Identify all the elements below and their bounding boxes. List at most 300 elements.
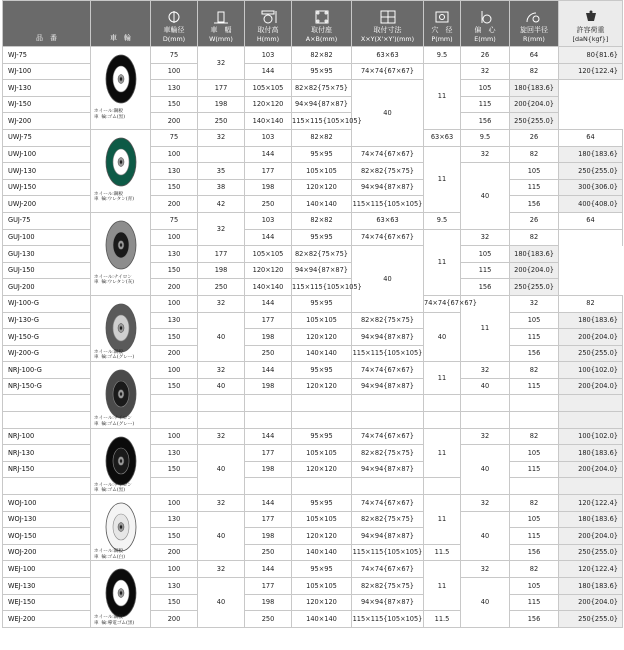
mounting-dimension-icon <box>378 10 398 24</box>
spec-w: 40 <box>198 445 245 495</box>
model-number: WOJ-100 <box>3 495 91 512</box>
spec-d <box>151 412 198 429</box>
spec-r: 156 <box>510 544 559 561</box>
model-number: NRJ-150 <box>3 461 91 478</box>
wheel-image-cell <box>91 362 151 428</box>
spec-d: 150 <box>151 96 198 113</box>
table-row <box>3 212 623 229</box>
header-cell <box>424 1 461 47</box>
model-number: UWJ-150 <box>3 179 91 196</box>
spec-load: 180{183.6} <box>559 578 623 595</box>
spec-h: 250 <box>198 113 245 130</box>
wheel-image-cell <box>91 428 151 494</box>
spec-e: 40 <box>461 511 510 561</box>
spec-d: 100 <box>151 428 198 445</box>
header-unit: W(mm) <box>209 34 233 43</box>
spec-load: 250{255.0} <box>559 611 623 628</box>
spec-r: 115 <box>510 329 559 346</box>
caster-wheel-icon <box>98 431 144 491</box>
spec-ab: 120×120 <box>292 329 352 346</box>
header-unit: X×Y(X'×Y')(mm) <box>360 34 415 43</box>
wheel-diameter-icon <box>164 10 184 24</box>
wheel-material-note: ホイール:鋼板 車 輪:ゴム(白) <box>94 549 126 560</box>
spec-load <box>559 478 623 495</box>
spec-ab: 105×105 <box>292 578 352 595</box>
spec-ab: 82×82 <box>292 47 352 64</box>
spec-w: 32 <box>198 129 245 146</box>
header-cell <box>510 1 559 47</box>
spec-ab: 105×105 <box>292 163 352 180</box>
header-cell <box>292 1 352 47</box>
spec-e: 40 <box>461 378 510 395</box>
spec-load <box>559 395 623 412</box>
header-label: 偏 心 <box>474 25 496 34</box>
spec-ab: 82×82 <box>292 129 352 146</box>
spec-ab: 120×120 <box>292 528 352 545</box>
wheel-material-note: ホイール:鋼板 車 輪:ゴム(黒) <box>94 109 126 120</box>
spec-load: 250{255.0} <box>510 279 559 296</box>
spec-e: 40 <box>461 163 510 229</box>
spec-d: 130 <box>151 246 198 263</box>
header-cell <box>352 1 424 47</box>
spec-load: 250{255.0} <box>510 113 559 130</box>
spec-r: 115 <box>510 378 559 395</box>
model-number <box>3 412 91 429</box>
spec-ab: 95×95 <box>292 229 352 246</box>
spec-h: 198 <box>245 528 292 545</box>
spec-load: 100{102.0} <box>559 362 623 379</box>
table-row <box>3 495 623 512</box>
header-label: 取付座 <box>311 25 332 34</box>
spec-ab <box>292 412 352 429</box>
spec-h: 144 <box>245 63 292 80</box>
header-label: 品 番 <box>36 34 57 42</box>
spec-load: 200{204.0} <box>559 378 623 395</box>
spec-d: 200 <box>151 279 198 296</box>
spec-r: 105 <box>510 312 559 329</box>
spec-h: 250 <box>245 611 292 628</box>
model-number: WJ-75 <box>3 47 91 64</box>
spec-r: 115 <box>461 262 510 279</box>
spec-xy: 82×82{75×75} <box>352 578 424 595</box>
spec-p: 11 <box>424 362 461 395</box>
spec-h: 144 <box>245 362 292 379</box>
spec-r: 156 <box>510 196 559 213</box>
spec-w: 32 <box>198 295 245 312</box>
model-number: UWJ-100 <box>3 146 91 163</box>
table-row <box>3 362 623 379</box>
model-number: NRJ-100 <box>3 428 91 445</box>
spec-d: 150 <box>151 262 198 279</box>
spec-e: 40 <box>461 578 510 628</box>
table-row <box>3 47 623 64</box>
spec-ab: 95×95 <box>292 428 352 445</box>
spec-w: 40 <box>198 312 245 362</box>
spec-e: 32 <box>461 561 510 578</box>
spec-ab: 105×105 <box>292 511 352 528</box>
spec-r: 82 <box>559 295 623 312</box>
wheel-width-icon <box>211 10 231 24</box>
spec-d: 130 <box>151 445 198 462</box>
header-unit: H(mm) <box>256 34 280 43</box>
spec-p: 11 <box>461 295 510 361</box>
model-number: UWJ-200 <box>3 196 91 213</box>
spec-r: 82 <box>510 561 559 578</box>
spec-xy <box>352 395 424 412</box>
wheel-image-cell <box>91 212 151 295</box>
header-label: 許容荷重 <box>576 25 605 34</box>
spec-h: 144 <box>245 561 292 578</box>
spec-r <box>510 478 559 495</box>
spec-h: 103 <box>245 129 292 146</box>
spec-load: 180{183.6} <box>559 445 623 462</box>
header-cell <box>198 1 245 47</box>
spec-h <box>245 395 292 412</box>
spec-xy: 74×74{67×67} <box>424 295 461 312</box>
spec-load: 200{204.0} <box>510 96 559 113</box>
spec-d <box>151 395 198 412</box>
spec-xy: 63×63 <box>352 212 424 229</box>
spec-xy: 74×74{67×67} <box>352 495 424 512</box>
table-row <box>3 129 623 146</box>
spec-p <box>424 395 461 412</box>
header-unit: [daN{kgf}] <box>572 34 609 43</box>
spec-xy: 74×74{67×67} <box>352 561 424 578</box>
spec-xy: 82×82{75×75} <box>352 312 424 329</box>
spec-w: 38 <box>198 179 245 196</box>
header-cell <box>91 1 151 47</box>
spec-r: 156 <box>510 345 559 362</box>
spec-e: 32 <box>461 146 510 163</box>
spec-h: 144 <box>245 295 292 312</box>
spec-xy: 82×82{75×75} <box>352 163 424 180</box>
model-number: WJ-130-G <box>3 312 91 329</box>
wheel-material-note: ホイール:ナイロン 車 輪:ゴム(グレー) <box>94 416 135 427</box>
spec-d: 100 <box>151 295 198 312</box>
spec-load: 250{255.0} <box>559 345 623 362</box>
spec-load: 200{204.0} <box>559 461 623 478</box>
model-number: WOJ-150 <box>3 528 91 545</box>
spec-r: 105 <box>510 163 559 180</box>
spec-load: 200{204.0} <box>559 528 623 545</box>
spec-d: 130 <box>151 80 198 97</box>
spec-d: 75 <box>151 212 198 229</box>
spec-load: 180{183.6} <box>510 246 559 263</box>
spec-w: 32 <box>198 47 245 80</box>
spec-xy: 94×94{87×87} <box>352 329 424 346</box>
spec-xy: 74×74{67×67} <box>352 428 424 445</box>
spec-w <box>198 412 245 429</box>
spec-ab: 140×140 <box>245 279 292 296</box>
spec-h: 177 <box>198 246 245 263</box>
spec-ab: 105×105 <box>292 312 352 329</box>
swivel-radius-icon <box>524 10 544 24</box>
spec-ab: 95×95 <box>292 561 352 578</box>
spec-w: 32 <box>198 362 245 379</box>
spec-r: 115 <box>510 461 559 478</box>
model-number: GUJ-100 <box>3 229 91 246</box>
spec-e: 26 <box>510 129 559 146</box>
spec-ab: 140×140 <box>245 113 292 130</box>
spec-h: 250 <box>245 544 292 561</box>
spec-d: 150 <box>151 378 198 395</box>
spec-p: 9.5 <box>424 212 461 229</box>
spec-xy: 115×115{105×105} <box>292 113 352 130</box>
spec-load: 120{122.4} <box>559 561 623 578</box>
spec-r: 105 <box>461 246 510 263</box>
header-label: 車 幅 <box>210 25 232 34</box>
spec-h: 177 <box>245 163 292 180</box>
spec-e: 32 <box>461 229 510 246</box>
table-row <box>3 561 623 578</box>
spec-xy: 74×74{67×67} <box>352 362 424 379</box>
spec-w: 40 <box>198 378 245 395</box>
spec-load: 180{183.6} <box>510 80 559 97</box>
wheel-image-cell <box>91 495 151 561</box>
spec-r: 115 <box>510 528 559 545</box>
spec-d <box>151 478 198 495</box>
spec-xy: 82×82{75×75} <box>352 445 424 462</box>
header-label: 取付高 <box>257 25 279 34</box>
spec-w <box>198 146 245 163</box>
spec-xy: 115×115{105×105} <box>352 544 424 561</box>
spec-ab: 120×120 <box>245 96 292 113</box>
spec-ab: 120×120 <box>292 179 352 196</box>
spec-h: 177 <box>245 511 292 528</box>
spec-h: 250 <box>245 345 292 362</box>
spec-r: 105 <box>510 511 559 528</box>
table-row <box>3 295 623 312</box>
spec-load: 200{204.0} <box>559 329 623 346</box>
spec-d: 150 <box>151 179 198 196</box>
spec-load: 200{204.0} <box>510 262 559 279</box>
spec-r: 115 <box>510 179 559 196</box>
spec-r: 156 <box>461 279 510 296</box>
spec-h: 177 <box>245 312 292 329</box>
spec-xy: 115×115{105×105} <box>352 345 424 362</box>
spec-w: 40 <box>198 578 245 628</box>
spec-load: 250{255.0} <box>559 163 623 180</box>
model-number: WOJ-200 <box>3 544 91 561</box>
spec-ab <box>292 478 352 495</box>
spec-h: 177 <box>198 80 245 97</box>
spec-r <box>510 395 559 412</box>
spec-h: 144 <box>245 495 292 512</box>
spec-d: 100 <box>151 229 198 246</box>
spec-ab <box>292 395 352 412</box>
spec-xy: 74×74{67×67} <box>352 229 424 246</box>
model-number: UWJ-130 <box>3 163 91 180</box>
wheel-image-cell <box>91 129 151 212</box>
model-number: WOJ-130 <box>3 511 91 528</box>
model-number: WJ-200-G <box>3 345 91 362</box>
spec-p: 11 <box>424 146 461 212</box>
spec-h: 144 <box>245 146 292 163</box>
spec-xy: 74×74{67×67} <box>352 63 424 80</box>
spec-xy: 74×74{67×67} <box>352 146 424 163</box>
wheel-image-cell <box>91 47 151 130</box>
header-unit: E(mm) <box>474 34 496 43</box>
spec-w: 42 <box>198 196 245 213</box>
spec-d: 100 <box>151 63 198 80</box>
spec-load: 100{102.0} <box>559 428 623 445</box>
spec-e: 32 <box>510 295 559 312</box>
spec-h: 198 <box>245 461 292 478</box>
spec-p: 11.5 <box>424 544 461 561</box>
wheel-material-note: ホイール:鋼板 車 輪:導電ゴム(黒) <box>94 615 135 626</box>
spec-p <box>424 478 461 495</box>
spec-load: 200{204.0} <box>559 594 623 611</box>
caster-wheel-icon <box>98 298 144 358</box>
spec-xy: 82×82{75×75} <box>292 80 352 97</box>
spec-h: 198 <box>245 378 292 395</box>
spec-p: 11 <box>424 561 461 611</box>
spec-r: 82 <box>510 229 559 246</box>
table-header-row <box>3 1 623 47</box>
spec-e: 40 <box>461 445 510 495</box>
spec-xy: 94×94{87×87} <box>352 461 424 478</box>
spec-ab: 95×95 <box>292 146 352 163</box>
spec-e <box>461 395 510 412</box>
header-cell <box>3 1 91 47</box>
spec-load <box>559 412 623 429</box>
spec-r: 82 <box>510 362 559 379</box>
spec-ab: 120×120 <box>292 378 352 395</box>
spec-load: 120{122.4} <box>559 495 623 512</box>
spec-r: 105 <box>510 445 559 462</box>
spec-r: 105 <box>461 80 510 97</box>
spec-w: 35 <box>198 163 245 180</box>
spec-xy: 94×94{87×87} <box>352 378 424 395</box>
spec-xy: 94×94{87×87} <box>292 262 352 279</box>
spec-d: 100 <box>151 495 198 512</box>
spec-d: 150 <box>151 528 198 545</box>
header-label: 穴 径 <box>431 25 453 34</box>
spec-r: 82 <box>510 428 559 445</box>
spec-w: 40 <box>198 511 245 561</box>
spec-p: 11.5 <box>424 611 461 628</box>
spec-d: 200 <box>151 544 198 561</box>
spec-h: 177 <box>245 445 292 462</box>
header-cell <box>461 1 510 47</box>
spec-r: 64 <box>559 212 623 229</box>
spec-w: 32 <box>198 561 245 578</box>
spec-xy: 94×94{87×87} <box>292 96 352 113</box>
spec-r: 105 <box>510 578 559 595</box>
spec-e: 40 <box>352 80 424 146</box>
spec-xy <box>352 412 424 429</box>
spec-e: 40 <box>424 312 461 362</box>
spec-d: 100 <box>151 146 198 163</box>
load-capacity-icon <box>581 10 601 24</box>
spec-r: 64 <box>559 129 623 146</box>
spec-ab: 140×140 <box>292 345 352 362</box>
wheel-material-note: ホイール:ナイロン 車 輪:ウレタン(灰) <box>94 274 135 286</box>
spec-h: 198 <box>198 262 245 279</box>
spec-load: 300{306.0} <box>559 179 623 196</box>
header-label: 車 輪 <box>110 34 131 42</box>
model-number: NRJ-100-G <box>3 362 91 379</box>
spec-d: 150 <box>151 594 198 611</box>
spec-d: 130 <box>151 511 198 528</box>
wheel-image-cell <box>91 295 151 361</box>
spec-p: 11 <box>424 495 461 545</box>
header-cell <box>559 1 623 47</box>
wheel-image-cell <box>91 561 151 627</box>
spec-xy: 63×63 <box>352 47 424 64</box>
table-row <box>3 428 623 445</box>
spec-d: 130 <box>151 312 198 329</box>
spec-load: 180{183.6} <box>559 146 623 163</box>
spec-r: 82 <box>510 495 559 512</box>
spec-h: 103 <box>245 47 292 64</box>
model-number: WEJ-150 <box>3 594 91 611</box>
spec-d: 150 <box>151 329 198 346</box>
spec-h: 250 <box>198 279 245 296</box>
spec-load: 180{183.6} <box>559 312 623 329</box>
spec-h <box>245 412 292 429</box>
header-label: 旋回半径 <box>520 25 548 34</box>
spec-r: 156 <box>461 113 510 130</box>
header-cell <box>245 1 292 47</box>
wheel-material-note: ホイール:鋼板 車 輪:ウレタン(青) <box>94 191 135 203</box>
spec-ab: 95×95 <box>292 495 352 512</box>
model-number <box>3 478 91 495</box>
spec-xy: 82×82{75×75} <box>292 246 352 263</box>
spec-h <box>245 478 292 495</box>
spec-w: 32 <box>198 495 245 512</box>
spec-d: 200 <box>151 611 198 628</box>
spec-e <box>461 412 510 429</box>
table-body <box>3 47 623 628</box>
spec-ab: 105×105 <box>292 445 352 462</box>
spec-r: 115 <box>461 96 510 113</box>
spec-r: 82 <box>510 63 559 80</box>
spec-h: 198 <box>198 96 245 113</box>
spec-h: 144 <box>245 229 292 246</box>
model-number: WJ-100-G <box>3 295 91 312</box>
spec-xy: 82×82{75×75} <box>352 511 424 528</box>
model-number: WJ-150-G <box>3 329 91 346</box>
model-number: WJ-150 <box>3 96 91 113</box>
model-number: GUJ-75 <box>3 212 91 229</box>
spec-ab: 120×120 <box>245 262 292 279</box>
spec-ab: 105×105 <box>245 80 292 97</box>
header-cell <box>151 1 198 47</box>
spec-d: 200 <box>151 345 198 362</box>
spec-h: 144 <box>245 428 292 445</box>
header-unit: P(mm) <box>431 34 453 43</box>
header-unit: D(mm) <box>162 34 186 43</box>
spec-e: 26 <box>510 212 559 229</box>
spec-load: 250{255.0} <box>559 544 623 561</box>
spec-h: 250 <box>245 196 292 213</box>
spec-ab: 105×105 <box>245 246 292 263</box>
spec-d: 130 <box>151 163 198 180</box>
spec-e: 32 <box>461 63 510 80</box>
spec-d: 150 <box>151 461 198 478</box>
model-number: GUJ-130 <box>3 246 91 263</box>
model-number <box>3 395 91 412</box>
spec-p <box>424 412 461 429</box>
spec-load: 80{81.6} <box>559 47 623 64</box>
header-label: 車輪径 <box>163 25 185 34</box>
wheel-material-note: ホイール:鋼板 車 輪:ゴム(グレー) <box>94 349 135 361</box>
spec-p: 11 <box>424 63 461 129</box>
mounting-height-icon <box>258 10 278 24</box>
spec-load: 180{183.6} <box>559 511 623 528</box>
spec-ab: 82×82 <box>292 212 352 229</box>
